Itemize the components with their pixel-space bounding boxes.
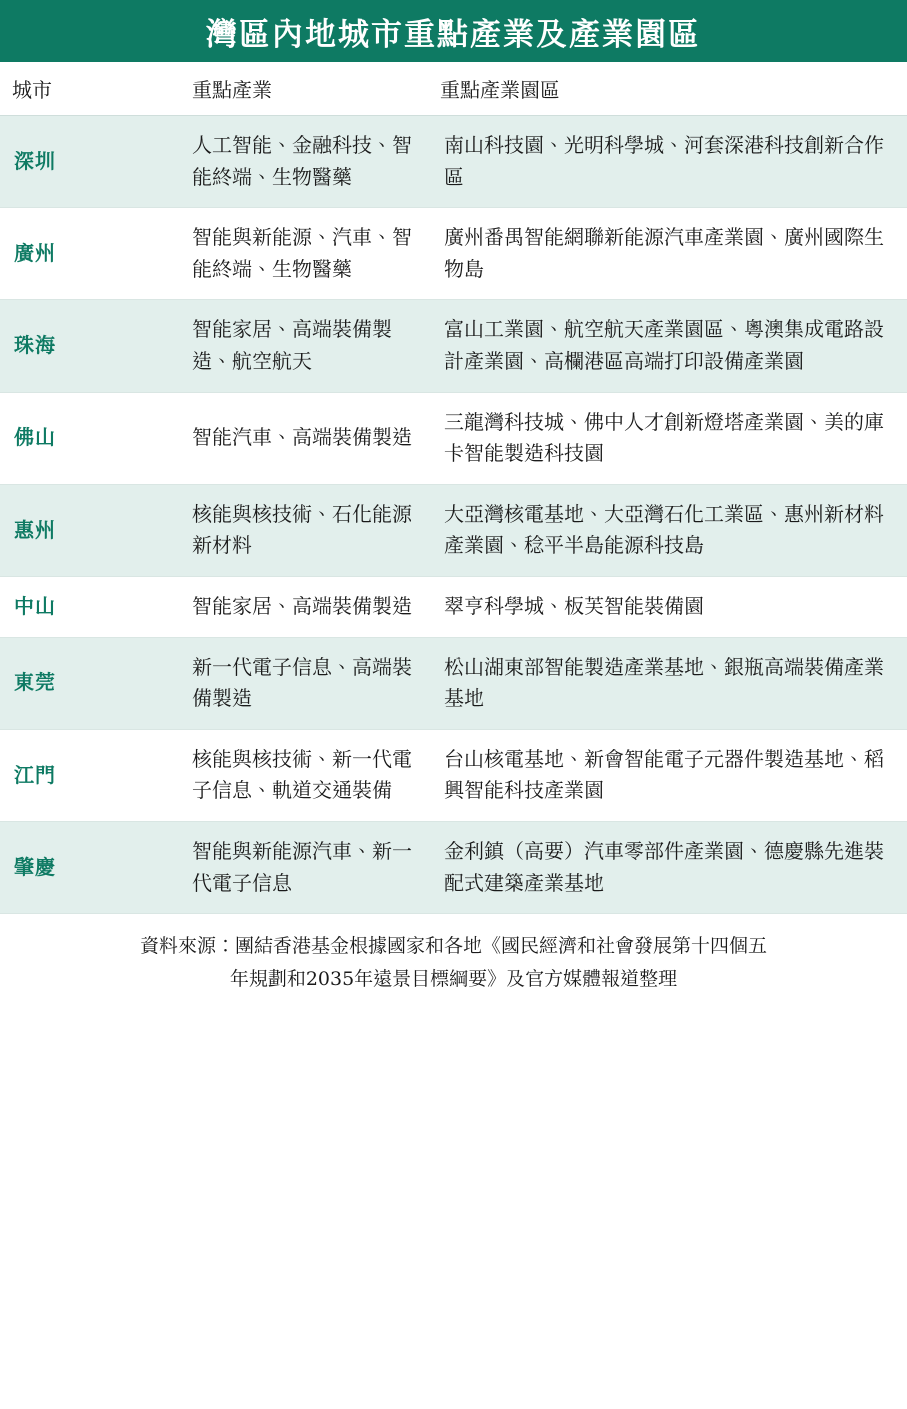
cell-industry: 核能與核技術、石化能源新材料	[178, 484, 430, 576]
cell-city: 肇慶	[0, 821, 178, 913]
table-row	[0, 300, 907, 392]
cell-park: 南山科技園、光明科學城、河套深港科技創新合作區	[430, 116, 907, 208]
table-row	[0, 208, 907, 300]
source-line-2: 年規劃和2035年遠景目標綱要》及官方媒體報道整理	[229, 968, 678, 991]
cell-industry: 智能與新能源、汽車、智能終端、生物醫藥	[178, 208, 430, 300]
cell-park: 廣州番禺智能網聯新能源汽車產業園、廣州國際生物島	[430, 208, 907, 300]
table-row	[0, 576, 907, 637]
source-line-1: 資料來源：團結香港基金根據國家和各地《國民經濟和社會發展第十四個五	[139, 935, 767, 958]
cell-city: 佛山	[0, 392, 178, 484]
table-row	[0, 116, 907, 208]
table-row	[0, 392, 907, 484]
cell-park: 金利鎮（高要）汽車零部件產業園、德慶縣先進裝配式建築產業基地	[430, 821, 907, 913]
industry-table	[0, 62, 907, 914]
table-row	[0, 821, 907, 913]
cell-city: 深圳	[0, 116, 178, 208]
cell-city: 中山	[0, 576, 178, 637]
cell-park: 大亞灣核電基地、大亞灣石化工業區、惠州新材料產業園、稔平半島能源科技島	[430, 484, 907, 576]
table-row	[0, 729, 907, 821]
cell-city: 東莞	[0, 637, 178, 729]
table-row	[0, 484, 907, 576]
cell-industry: 智能家居、高端裝備製造	[178, 576, 430, 637]
cell-industry: 新一代電子信息、高端裝備製造	[178, 637, 430, 729]
source-note	[0, 914, 907, 997]
cell-city: 江門	[0, 729, 178, 821]
cell-industry: 智能家居、高端裝備製造、航空航天	[178, 300, 430, 392]
column-header-industry: 重點產業	[178, 62, 430, 116]
cell-industry: 智能汽車、高端裝備製造	[178, 392, 430, 484]
table-header-row	[0, 62, 907, 116]
cell-industry: 核能與核技術、新一代電子信息、軌道交通裝備	[178, 729, 430, 821]
cell-city: 廣州	[0, 208, 178, 300]
cell-city: 珠海	[0, 300, 178, 392]
page-title: 灣區內地城市重點產業及產業園區	[206, 16, 701, 53]
figure-title-bar	[0, 0, 907, 62]
column-header-city: 城市	[0, 62, 178, 116]
cell-industry: 人工智能、金融科技、智能終端、生物醫藥	[178, 116, 430, 208]
cell-city: 惠州	[0, 484, 178, 576]
table-header	[0, 62, 907, 116]
cell-park: 松山湖東部智能製造產業基地、銀瓶高端裝備產業基地	[430, 637, 907, 729]
cell-park: 台山核電基地、新會智能電子元器件製造基地、稻興智能科技產業園	[430, 729, 907, 821]
column-header-park: 重點產業園區	[430, 62, 907, 116]
cell-park: 富山工業園、航空航天產業園區、粵澳集成電路設計產業園、高欄港區高端打印設備產業園	[430, 300, 907, 392]
table-row	[0, 637, 907, 729]
cell-park: 三龍灣科技城、佛中人才創新燈塔產業園、美的庫卡智能製造科技園	[430, 392, 907, 484]
cell-industry: 智能與新能源汽車、新一代電子信息	[178, 821, 430, 913]
cell-park: 翠亨科學城、板芙智能裝備園	[430, 576, 907, 637]
table-body	[0, 116, 907, 914]
